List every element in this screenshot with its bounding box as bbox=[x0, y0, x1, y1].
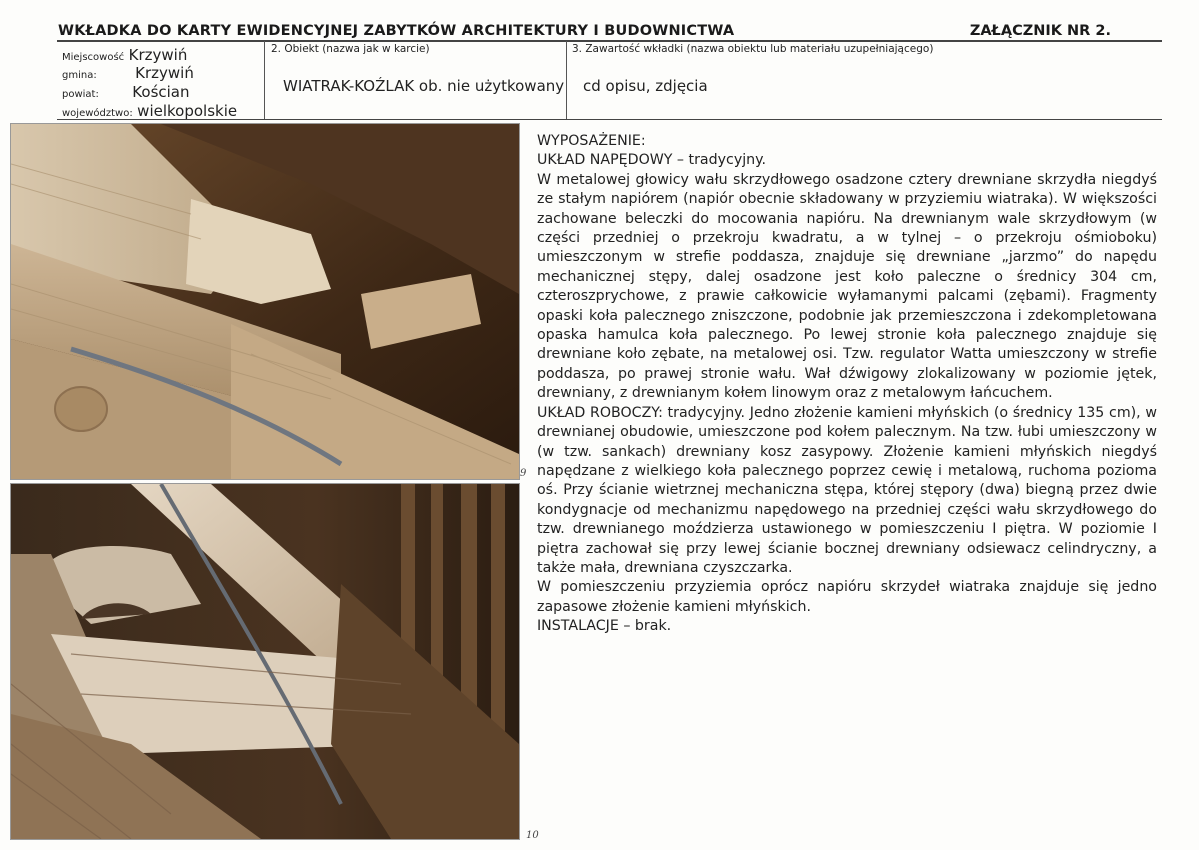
table-divider-2 bbox=[566, 41, 567, 119]
photo-millstone-casing bbox=[10, 483, 520, 840]
commune-label: gmina: bbox=[62, 70, 97, 81]
drive-system-heading: UKŁAD NAPĘDOWY – tradycyjny. bbox=[537, 152, 767, 169]
working-system-paragraph: UKŁAD ROBOCZY: tradycyjny. Jedno złożenie kamieni młyńskich (o średnicy 135 cm), w drewnianej obudowie, umieszczone pod kołem palecznym. Na tzw. łubi umieszczony w (w tzw. sankach) drewniany kosz zasypowy. Złożenie kamieni młyńskich niegdyś napędzane z wielkiego koła palecznego poprzez cewię i metalową, ruchoma pozioma oś. Przy ścianie wietrznej mechaniczna stępa, której stępory (dwa) biegną przez dwie kondygnacje od mechanizmu napędowego na przedniej części wału skrzydłowego do tzw. drewnianego moździerza ustawionego w pomieszczeniu I piętra. W poziomie I piętra zachował się przy lewej ścianie bocznej drewniany odsiewacz celindryczny, a także mała, drewniana czyszczarka. bbox=[537, 404, 1157, 576]
town-row bbox=[62, 46, 187, 65]
equipment-heading: WYPOSAŻENIE: bbox=[537, 133, 646, 149]
drive-system-paragraph: W metalowej głowicy wału skrzydłowego osadzone cztery drewniane skrzydła niegdyś ze stałym napiórem (napiór obecnie składowany w przyziemiu wiatraka). W większości zachowane beleczki do mocowania napióru. Na drewnianym wale skrzydłowym (w części przedniej o przekroju kwadratu, a w tylnej – o przekroju ośmioboku) umieszczonym w strefie poddasza, znajduje się drewniane „jarzmo” do napędu mechanicznej stępy, dalej osadzone jest koło paleczne o średnicy 304 cm, czteroszprychowe, z prawie całkowicie wyłamanymi palcami (zębami). Fragmenty opaski koła palecznego zniszczone, podobnie jak przemieszczona i zdekompletowana opaska hamulca koła palecznego. Po lewej stronie koła palecznego znajduje się drewniane koło zębate, na metalowej osi. Tzw. regulator Watta umieszczony w strefie poddasza, po prawej stronie wału. Wał dźwigowy zlokalizowany w poziomie jętek, drewniany, z drewnianym kołem linowym oraz z metalowym łańcuchem. bbox=[537, 171, 1157, 402]
county-value: Kościan bbox=[132, 83, 190, 101]
ground-floor-paragraph: W pomieszczeniu przyziemia oprócz napióru skrzydeł wiatraka znajduje się jedno zapasowe złożenie kamieni młyńskich. bbox=[537, 579, 1157, 615]
document-title: WKŁADKA DO KARTY EWIDENCYJNEJ ZABYTKÓW ARCHITEKTURY I BUDOWNICTWA bbox=[58, 23, 735, 39]
object-value: WIATRAK-KOŹLAK ob. nie użytkowany bbox=[283, 77, 565, 95]
object-label: 2. Obiekt (nazwa jak w karcie) bbox=[271, 43, 430, 55]
header-rule bbox=[57, 40, 1162, 42]
photo-beams bbox=[10, 123, 520, 480]
county-label: powiat: bbox=[62, 89, 99, 100]
table-divider-1 bbox=[264, 41, 265, 119]
contents-label: 3. Zawartość wkładki (nazwa obiektu lub materiału uzupełniającego) bbox=[572, 43, 934, 55]
county-row bbox=[62, 83, 190, 102]
photo-number-10: 10 bbox=[526, 830, 539, 841]
commune-value: Krzywiń bbox=[135, 64, 194, 82]
province-row bbox=[62, 102, 237, 121]
province-label: województwo: bbox=[62, 108, 133, 119]
photo-number-9: 9 bbox=[520, 468, 527, 479]
installations-paragraph: INSTALACJE – brak. bbox=[537, 618, 672, 635]
town-value: Krzywiń bbox=[128, 46, 188, 64]
contents-value: cd opisu, zdjęcia bbox=[583, 77, 708, 95]
annex-number: ZAŁĄCZNIK NR 2. bbox=[969, 23, 1111, 39]
province-value: wielkopolskie bbox=[137, 102, 238, 120]
town-label: Miejscowość bbox=[62, 52, 125, 63]
description-text bbox=[537, 132, 1157, 637]
commune-row bbox=[62, 64, 194, 83]
